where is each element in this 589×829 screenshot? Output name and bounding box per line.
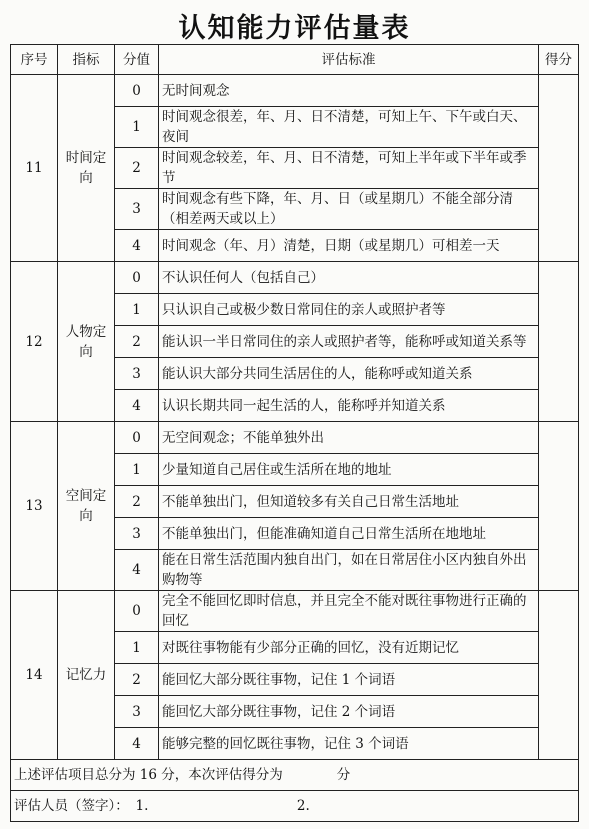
score-cell[interactable] — [539, 422, 579, 591]
criteria-text: 能回忆大部分既往事物，记住 1 个词语 — [159, 664, 539, 696]
criteria-text: 对既往事物能有少部分正确的回忆，没有近期记忆 — [159, 632, 539, 664]
criteria-text: 时间观念很差，年、月、日不清楚，可知上午、下午或白天、夜间 — [159, 107, 539, 148]
criteria-text: 完全不能回忆即时信息，并且完全不能对既往事物进行正确的回忆 — [159, 591, 539, 632]
table-row — [11, 262, 579, 294]
score-value: 4 — [115, 390, 159, 422]
assessor-signature-line[interactable]: 评估人员（签字）： 1. 2. — [11, 791, 579, 822]
score-value: 3 — [115, 518, 159, 550]
total-score-line[interactable]: 上述评估项目总分为 16 分，本次评估得分为 分 — [11, 760, 579, 791]
assessment-table — [10, 44, 579, 822]
item-indicator: 时间定向 — [58, 75, 115, 262]
score-value: 1 — [115, 294, 159, 326]
criteria-text: 能认识一半日常同住的亲人或照护者等，能称呼或知道关系等 — [159, 326, 539, 358]
item-indicator: 记忆力 — [58, 591, 115, 760]
header-criteria: 评估标准 — [159, 45, 539, 75]
item-number: 14 — [11, 591, 58, 760]
score-value: 3 — [115, 696, 159, 728]
score-value: 3 — [115, 189, 159, 230]
score-value: 0 — [115, 422, 159, 454]
score-value: 2 — [115, 326, 159, 358]
form-title: 认知能力评估量表 — [178, 13, 411, 44]
table-row — [11, 75, 579, 107]
score-value: 0 — [115, 262, 159, 294]
item-number: 13 — [11, 422, 58, 591]
item-number: 12 — [11, 262, 58, 422]
score-value: 0 — [115, 591, 159, 632]
score-value: 4 — [115, 728, 159, 760]
score-value: 1 — [115, 632, 159, 664]
criteria-text: 不认识任何人（包括自己） — [159, 262, 539, 294]
score-cell[interactable] — [539, 591, 579, 760]
criteria-text: 时间观念（年、月）清楚，日期（或星期几）可相差一天 — [159, 230, 539, 262]
score-value: 1 — [115, 107, 159, 148]
item-indicator: 人物定向 — [58, 262, 115, 422]
table-row — [11, 422, 579, 454]
header-number: 序号 — [11, 45, 58, 75]
score-value: 2 — [115, 148, 159, 189]
header-indicator: 指标 — [58, 45, 115, 75]
header-points: 得分 — [539, 45, 579, 75]
score-value: 4 — [115, 550, 159, 591]
criteria-text: 无空间观念；不能单独外出 — [159, 422, 539, 454]
score-cell[interactable] — [539, 262, 579, 422]
score-value: 4 — [115, 230, 159, 262]
header-score-value: 分值 — [115, 45, 159, 75]
criteria-text: 能回忆大部分既往事物，记住 2 个词语 — [159, 696, 539, 728]
item-indicator: 空间定向 — [58, 422, 115, 591]
score-cell[interactable] — [539, 75, 579, 262]
criteria-text: 能在日常生活范围内独自出门，如在日常居住小区内独自外出购物等 — [159, 550, 539, 591]
score-value: 2 — [115, 486, 159, 518]
criteria-text: 无时间观念 — [159, 75, 539, 107]
criteria-text: 少量知道自己居住或生活所在地的地址 — [159, 454, 539, 486]
item-number: 11 — [11, 75, 58, 262]
criteria-text: 时间观念较差，年、月、日不清楚，可知上半年或下半年或季节 — [159, 148, 539, 189]
criteria-text: 认识长期共同一起生活的人，能称呼并知道关系 — [159, 390, 539, 422]
score-value: 0 — [115, 75, 159, 107]
table-header-row — [11, 45, 579, 75]
criteria-text: 只认识自己或极少数日常同住的亲人或照护者等 — [159, 294, 539, 326]
criteria-text: 能认识大部分共同生活居住的人，能称呼或知道关系 — [159, 358, 539, 390]
assessor-row — [11, 791, 579, 822]
score-value: 3 — [115, 358, 159, 390]
criteria-text: 不能单独出门，但知道较多有关自己日常生活地址 — [159, 486, 539, 518]
criteria-text: 时间观念有些下降，年、月、日（或星期几）不能全部分清（相差两天或以上） — [159, 189, 539, 230]
total-score-row — [11, 760, 579, 791]
table-row — [11, 591, 579, 632]
criteria-text: 能够完整的回忆既往事物，记住 3 个词语 — [159, 728, 539, 760]
score-value: 1 — [115, 454, 159, 486]
score-value: 2 — [115, 664, 159, 696]
criteria-text: 不能单独出门，但能准确知道自己日常生活所在地地址 — [159, 518, 539, 550]
